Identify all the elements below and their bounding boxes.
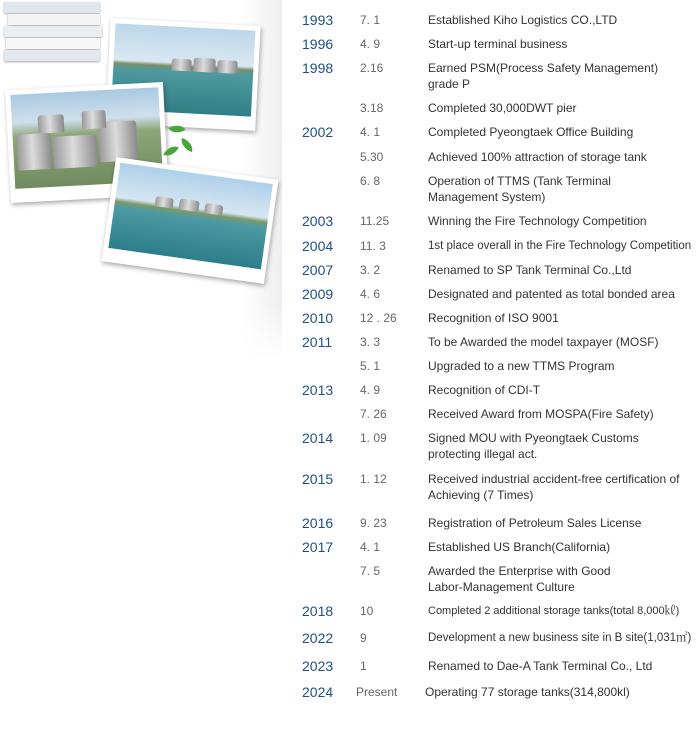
timeline-year: 2010 — [302, 310, 334, 326]
timeline-description: Completed Pyeongtaek Office Building — [428, 125, 634, 139]
timeline-year: 2015 — [302, 471, 334, 487]
timeline-date: 3.18 — [360, 101, 384, 115]
timeline-year: 2004 — [302, 238, 334, 254]
timeline-date: 4. 1 — [360, 125, 381, 139]
timeline-year: 2007 — [302, 262, 334, 278]
timeline-year: 2011 — [302, 334, 333, 350]
timeline-date: Present — [356, 685, 398, 699]
timeline-date: 1. 12 — [360, 472, 387, 486]
timeline-description: Registration of Petroleum Sales License — [428, 516, 642, 530]
timeline-description: Operation of TTMS (Tank Terminal Management System) — [428, 174, 611, 204]
timeline-date: 5.30 — [360, 150, 384, 164]
timeline-description: Received Award from MOSPA(Fire Safety) — [428, 407, 654, 421]
timeline-date: 4. 6 — [360, 287, 381, 301]
timeline-date: 1. 09 — [360, 431, 387, 445]
timeline-year: 2017 — [302, 539, 334, 555]
timeline-date: 5. 1 — [360, 359, 381, 373]
timeline-date: 3. 3 — [360, 335, 381, 349]
timeline-description: Earned PSM(Process Safety Management) grade P — [428, 61, 659, 91]
timeline-description: Achieved 100% attraction of storage tank — [428, 150, 647, 164]
timeline-date: 12 . 26 — [360, 311, 397, 325]
timeline-description: Renamed to Dae-A Tank Terminal Co., Ltd — [428, 659, 653, 673]
timeline-date: 1 — [360, 659, 367, 673]
timeline-year: 2023 — [302, 658, 334, 674]
timeline-description: To be Awarded the model taxpayer (MOSF) — [428, 335, 659, 349]
timeline-date: 4. 9 — [360, 383, 381, 397]
timeline-year: 2018 — [302, 603, 334, 619]
timeline-date: 3. 2 — [360, 263, 381, 277]
timeline-description: Completed 30,000DWT pier — [428, 101, 577, 115]
timeline-year: 2024 — [302, 684, 334, 700]
timeline-description: Designated and patented as total bonded area — [428, 287, 675, 301]
timeline-year: 2002 — [302, 124, 334, 140]
timeline-description: Awarded the Enterprise with Good Labor-Management Culture — [428, 564, 611, 594]
timeline-date: 4. 9 — [360, 37, 381, 51]
timeline-description: Renamed to SP Tank Terminal Co.,Ltd — [428, 263, 632, 277]
timeline-year: 2022 — [302, 630, 334, 646]
timeline-date: 7. 26 — [360, 407, 387, 421]
timeline-description: Established Kiho Logistics CO.,LTD — [428, 13, 618, 27]
timeline-date: 11. 3 — [360, 239, 386, 253]
timeline-description: Winning the Fire Technology Competition — [428, 214, 647, 228]
timeline-date: 4. 1 — [360, 540, 381, 554]
timeline-description: Completed 2 additional storage tanks(total 8,000㎘) — [428, 605, 680, 617]
timeline-date: 9. 23 — [360, 516, 387, 530]
timeline-date: 10 — [360, 604, 374, 618]
timeline-description: Recognition of ISO 9001 — [428, 311, 559, 325]
timeline-description: Upgraded to a new TTMS Program — [428, 359, 615, 373]
timeline-year: 2003 — [302, 213, 334, 229]
timeline-description: Established US Branch(California) — [428, 540, 611, 554]
timeline-date: 7. 5 — [360, 564, 381, 578]
timeline-description: Recognition of CDI-T — [428, 383, 541, 397]
timeline-date: 9 — [360, 631, 367, 645]
timeline-description: 1st place overall in the Fire Technology Competition — [428, 240, 692, 252]
timeline-date: 2.16 — [360, 61, 384, 75]
timeline-year: 2014 — [302, 430, 334, 446]
timeline-description: Received industrial accident-free certification of Achieving (7 Times) — [428, 472, 680, 502]
timeline-year: 2016 — [302, 515, 334, 531]
timeline-date: 7. 1 — [360, 13, 381, 27]
timeline-year: 2013 — [302, 382, 334, 398]
timeline-year: 2009 — [302, 286, 334, 302]
timeline-description: Signed MOU with Pyeongtaek Customs protecting illegal act. — [428, 431, 639, 461]
timeline-year: 1996 — [302, 36, 334, 52]
timeline-description: Start-up terminal business — [428, 37, 568, 51]
timeline-date: 11.25 — [360, 214, 390, 228]
timeline-year: 1993 — [302, 12, 334, 28]
timeline-description: Development a new business site in B site(1,031㎡) — [428, 632, 692, 644]
timeline-year: 1998 — [302, 60, 334, 76]
timeline-date: 6. 8 — [360, 174, 381, 188]
timeline-description: Operating 77 storage tanks(314,800kl) — [425, 685, 630, 699]
